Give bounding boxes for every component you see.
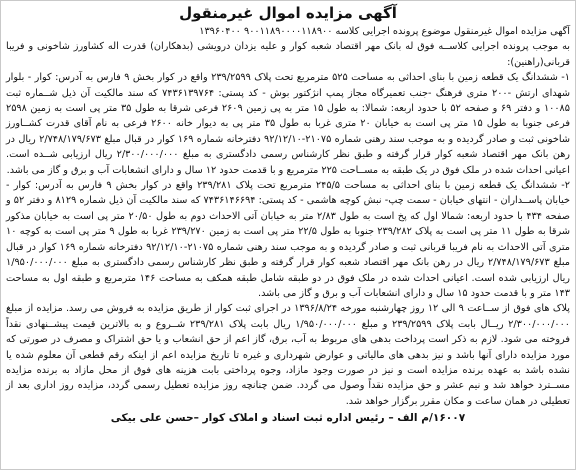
notice-paragraph-property-2: ۲- ششدانگ یک قطعه زمین با بنای احداثی به مساحت ۲۴۵/۵ مترمربع تحت پلاک ۲۳۹/۲۸۱ واقع در کوار بخش ۹ فارس به آدرس: کوار - خیابان پاســداران - انتهای خیابان - سمت چپ- نبش کوچه هاشمی - کد پستی: ۷۴۳۶۱۴۶۶۹۴ که سند مالکیت آن ذیل شماره ۸۱۲۹ و دفتر ۵۲ و صفحه ۴۳۴ با حدود اربعه: شمالا اول که پخ است به طول ۲/۸۳ متر به خیابان آتی الاحداث دوم به طول ۲۰/۵۰ متر پی است به خیابان مذکور شرقا به طول ۱۱ متر پی است به پلاک ۲۳۹/۲۸۲ جنوبا به طول ۲۲/۵ متر پی است به زمین ۲۳۹/۲۷۰ غربا به طول ۹ متر پی است به کوچه ۱۰ متری آتی الاحداث به نام فریبا قربانی ثبت و صادر گردیده و به موجب سند رهنی شماره ۲۱۰۷۵-۹۲/۱۲/۱۰ دفترخانه شماره ۱۶۹ کوار در قبال مبلغ ۲/۷۴۸/۱۷۹/۶۷۳ ریال در رهن بانک مهر اقتصاد شعبه کوار قرار گرفته و طبق نظر کارشناس رسمی دادگستری به مبلغ ۱/۹۵۰/۰۰۰/۰۰۰ ریال ارزیابی شده است. اعیانی احداث شده در ملک فوق در دو طبقه شامل طبقه همکف به مساحت ۱۴۶ مترمربع و طبقه اول به مساحت ۱۴۳ متر و با قدمت حدود ۱۵ سال و دارای انشعابات آب و برق و گاز می باشد. — [6, 180, 571, 299]
notice-paragraph-auction-terms: پلاک های فوق از ســاعت ۹ الی ۱۲ روز چهارشنبه مورخه ۱۳۹۶/۸/۲۴ در اجرای ثبت کوار از طریق مزایده به فروش می رسد. مزایده از مبلغ ۲/۳۰۰/۰۰۰/۰۰۰ ریــال بابت پلاک ۲۳۹/۲۵۹۹ و مبلغ ۱/۹۵۰/۰۰۰/۰۰۰ ریال بابت پلاک ۲۳۹/۲۸۱ شــروع و به بالاترین قیمت پیشــنهادی نقداً فروخته می شود. لازم به ذکر است پرداخت بدهی های مربوط به آب، برق، گاز اعم از حق انشعاب و یا حق اشتراک و مصرف در صورتی که مورد مزایده دارای آنها باشد و نیز بدهی های مالیاتی و عوارض شهرداری و غیره تا تاریخ مزایده اعم از اینکه رقم قطعی آن معلوم شده یا نشده باشد به عهده برنده مزایده است و نیز در صورت وجود مازاد، وجوه پرداختی بابت هزینه های فوق از محل مازاد به برنده مزایده مســترد خواهد شد و نیم عشر و حق مزایده نقداً وصول می گردد. ضمن چنانچه روز مزایده تعطیل رسمی گردد، مزایده روز اداری بعد از تعطیلی در همان ساعت و مکان مقرر برگزار خواهد شد. — [6, 303, 570, 407]
notice-paragraph-file: آگهی مزایده اموال غیرمنقول موضوع پرونده اجرایی کلاسه ۹۰۰۱۱۸۹۰۰۰۰۱۱۸۹۰۰ ۱۳۹۶۰۴۰۰ — [199, 26, 570, 37]
notice-title: آگهی مزایده اموال غیرمنقول — [179, 4, 397, 22]
notice-paragraph-property-1: ۱- ششدانگ یک قطعه زمین با بنای احداثی به مساحت ۵۲۵ مترمربع تحت پلاک ۲۳۹/۲۵۹۹ واقع در کوار بخش ۹ فارس به آدرس: کوار - بلوار شهدای ارتش -۲۰۰ متری فرهنگ -جنب تعمیرگاه مجاز پمپ انژکتور بوش - کد پستی: ۷۴۳۶۱۳۹۷۶۴ که سند مالکیت آن ذیل شــماره ثبت ۱۰۰۸۵ و دفتر ۶۹ و صفحه ۵۲ با حدود اربعه: شمالا: به طول ۱۵ متر به پی زمین ۲۶۰۹ فرعی شرقا به طول ۳۵ متر پی است به زمین ۲۵۹۸ فرعی جنوبا به طول ۱۵ متر پی است به خیابان ۲۰ متری غربا به طول ۳۵ متر پی به دیوار خانه ۲۶۰۰ فرعی به نام آقای قدرت کشــاورز شاخونی ثبت و صادر گردیده و به موجب سند رهنی شماره ۲۱۰۷۵-۹۲/۱۲/۱۰ دفترخانه شماره ۱۶۹ کوار در قبال مبلغ ۲/۷۴۸/۱۷۹/۶۷۳ ریال در رهن بانک مهر اقتصاد شعبه کوار قرار گرفته و طبق نظر کارشناس رسمی دادگستری به مبلغ ۲/۳۰۰/۰۰۰/۰۰۰ ریال ارزیابی شــده است. اعیانی احداث شده در ملک فوق در یک طبقه به مســاحت ۲۲۵ مترمربع و با قدمت حدود ۱۲ سال و دارای انشعابات آب و برق و گاز می باشد. — [6, 72, 571, 176]
notice-paragraph-parties: به موجب پرونده اجرایی کلاســه فوق له بانک مهر اقتصاد شعبه کوار و علیه یزدان درویشی (بدهکاران) قدرت اله کشاورز شاخونی و فریبا قربانی(راهنین): — [6, 41, 570, 68]
notice-body — [6, 24, 570, 409]
notice-signature: ۱۶۰۰۷/م الف – رئیس اداره ثبت اسناد و املاک کوار –حسن علی بیکی — [110, 412, 466, 425]
